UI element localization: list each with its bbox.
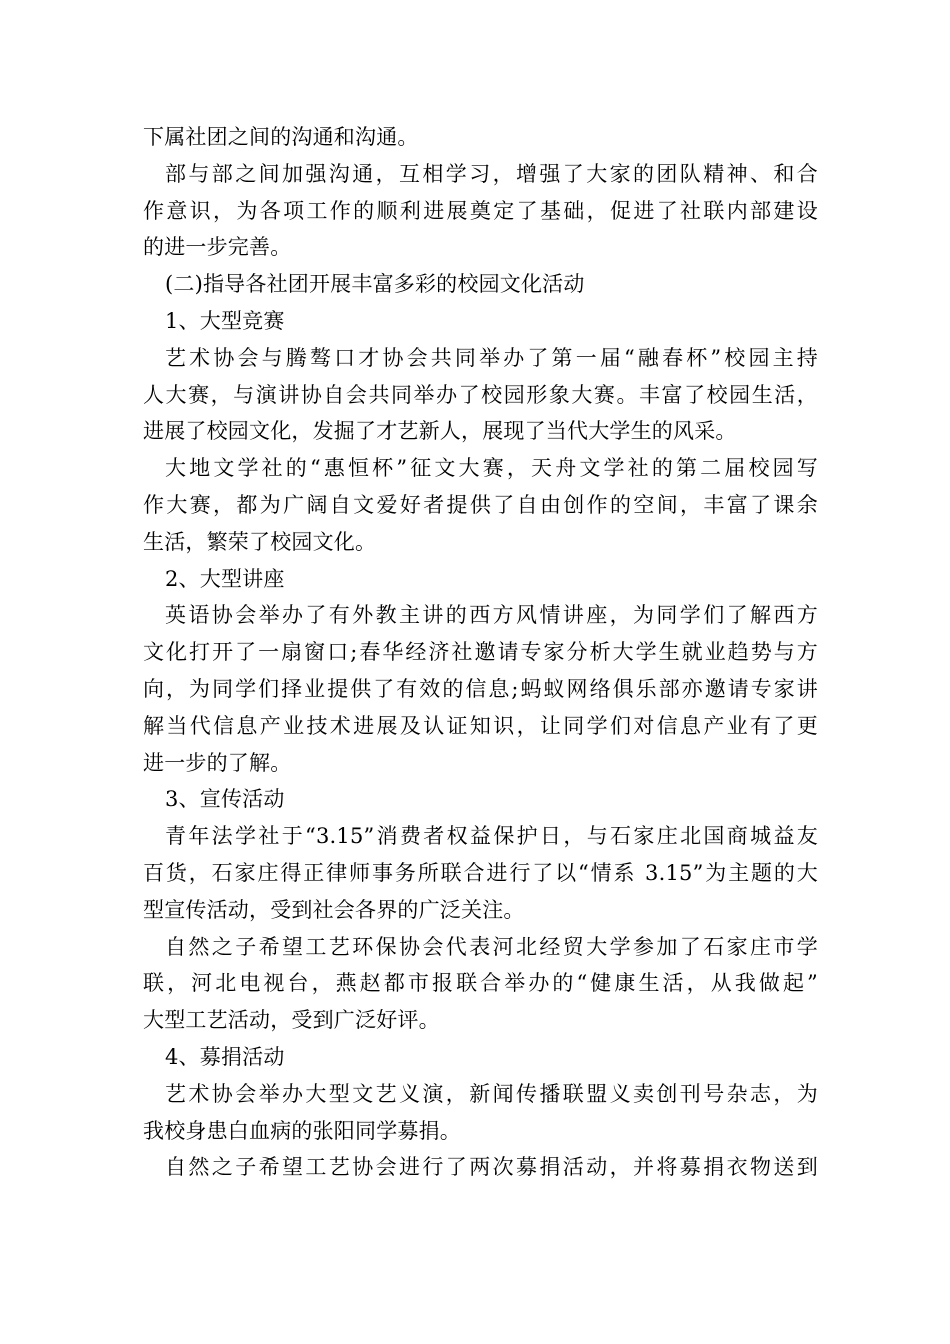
text-line: 艺术协会与腾骜口才协会共同举办了第一届“融春杯”校园主持 (165, 345, 818, 370)
text-line: 解当代信息产业技术进展及认证知识，让同学们对信息产业有了更 (143, 713, 818, 738)
text-line: 3、宣传活动 (165, 787, 285, 812)
text-line: (二)指导各社团开展丰富多彩的校园文化活动 (165, 272, 585, 297)
text-line: 部与部之间加强沟通，互相学习，增强了大家的团队精神、和合 (165, 161, 818, 186)
text-line: 作大赛，都为广阔自文爱好者提供了自由创作的空间，丰富了课余 (143, 492, 818, 517)
text-line: 1、大型竞赛 (165, 308, 285, 333)
text-line: 型宣传活动，受到社会各界的广泛关注。 (143, 897, 525, 922)
text-line: 生活，繁荣了校园文化。 (143, 529, 377, 554)
text-line: 向，为同学们择业提供了有效的信息;蚂蚁网络俱乐部亦邀请专家讲 (143, 676, 818, 701)
text-line: 进展了校园文化，发掘了才艺新人，展现了当代大学生的风采。 (143, 419, 737, 444)
text-line: 文化打开了一扇窗口;春华经济社邀请专家分析大学生就业趋势与方 (143, 640, 818, 665)
text-line: 青年法学社于“3.15”消费者权益保护日，与石家庄北国商城益友 (165, 824, 818, 849)
text-line: 2、大型讲座 (165, 566, 285, 591)
text-line: 英语协会举办了有外教主讲的西方风情讲座，为同学们了解西方 (165, 603, 818, 628)
text-line: 下属社团之间的沟通和沟通。 (143, 125, 419, 149)
text-line: 进一步的了解。 (143, 750, 292, 775)
text-line: 我校身患白血病的张阳同学募捐。 (143, 1118, 461, 1143)
document-body (143, 119, 818, 1186)
text-line: 4、募捐活动 (165, 1044, 285, 1069)
text-line: 百货，石家庄得正律师事务所联合进行了以“情系 3.15”为主题的大 (143, 860, 818, 885)
text-line: 艺术协会举办大型文艺义演，新闻传播联盟义卖创刊号杂志，为 (165, 1081, 818, 1106)
text-line: 的进一步完善。 (143, 235, 292, 260)
text-line: 人大赛，与演讲协自会共同举办了校园形象大赛。丰富了校园生活， (143, 382, 818, 407)
text-line: 联，河北电视台，燕赵都市报联合举办的“健康生活，从我做起” (143, 971, 818, 996)
text-line: 自然之子希望工艺环保协会代表河北经贸大学参加了石家庄市学 (165, 934, 818, 959)
text-line: 大地文学社的“惠恒杯”征文大赛，天舟文学社的第二届校园写 (165, 456, 818, 481)
text-line: 自然之子希望工艺协会进行了两次募捐活动，并将募捐衣物送到 (165, 1155, 818, 1180)
text-line: 大型工艺活动，受到广泛好评。 (143, 1008, 440, 1033)
text-line: 作意识，为各项工作的顺利进展奠定了基础，促进了社联内部建设 (143, 198, 818, 223)
